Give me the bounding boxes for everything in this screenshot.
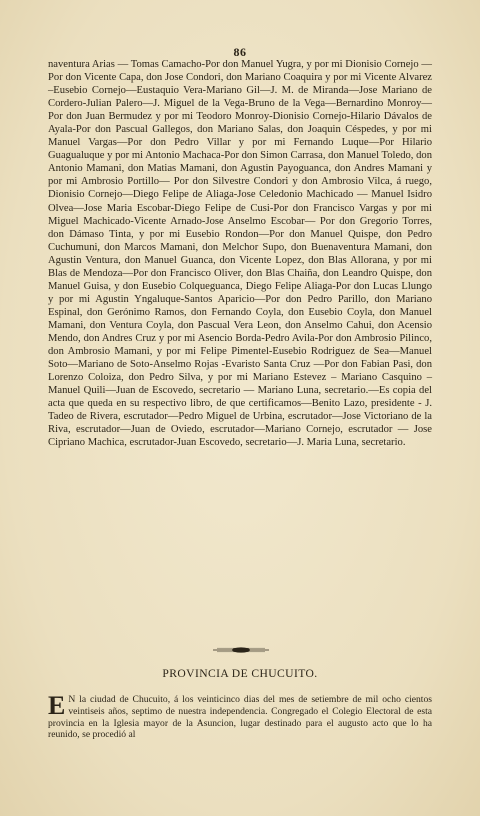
signatures-text: naventura Arias — Tomas Camacho-Por don Manuel Yugra, y por mi Dionisio Cornejo —Por don Vicente Capa, don Jose Condori, don Mariano Coaquira y por mi Vicente Alvarez –Eusebio Cornejo—Eustaquio Vera-Mariano Gil—J. M. de Miranda—Jose Mariano de Cordero-Julian Palero—J. Miguel de la Vega-Bruno de la Vega—Bernardino Monroy—Por don Juan Bermudez y por mi Teodoro Monroy-Dionisio Cornejo-Hilario Dávalos de Ayala-Por don Pascual Gallegos, don Mariano Salas, don Joaquin Céspedes, y por mi Manuel Vargas—Por don Pedro Villar y por mi Fernando Luque—Por Hilario Guagualuque y por mi Antonio Machaca-Por don Simon Carrasa, don Manuel Toledo, don Antonio Mamani, don Matias Mamani, don Agustin Payoguanca, don Andres Mamani y por mi Ambrosio Portillo— Por don Silvestre Condori y don Ambrosio Vilca, á ruego, Dionisio Cornejo—Diego Felipe de Aliaga-Jose Celedonio Machicado — Manuel Isidro Olvea—Jose Maria Escobar-Diego Felipe de Cusi-Por don Francisco Vargas y por mi Miguel Machicado-Vicente Arnado-Jose Anselmo Escobar— Por don Gregorio Torres, don Dámaso Tinta, y por mi Eusebio Rondon—Por don Manuel Quispe, don Pedro Cuchumuni, don Marcos Mamani, don Melchor Supo, don Buenaventura Mamani, don Agustin Ventura, don Manuel Guanca, don Vicente Lopez, don Blas Allorana, y por mi Blas de Mendoza—Por don Francisco Oliver, don Blas Chaiña, don Leandro Quispe, don Manuel Guisa, y don Eusebio Colqueguanca, Diego Felipe Aliaga-Por don Lucas Llungo y por mi Agustin Yngaluque-Santos Aparicio—Por don Pedro Parillo, don Mariano Espinal, don Gerónimo Ramos, don Fernando Coyla, don Eusebio Coyla, don Manuel Mamani, don Ventura Coyla, don Pascual Vera Leon, don Anselmo Cahui, don Acensio Mendo, don Andres Cruz y por mi Asencio Borda-Pedro Avila-Por don Ambrosio Pilinco, don Ambrosio Mamani, y por mi Felipe Pimentel-Eusebio Rodriguez de Sea—Manuel Soto—Mariano de Soto-Anselmo Rojas -Evaristo Santa Cruz —Por don Fabian Pasi, don Lorenzo Coloiza, don Pedro Silva, y por mi Mariano Estevez – Mariano Casquino – Manuel Quili—Juan de Escovedo, secretario — Mariano Luna, secretario.—Es copia del acta que queda en su respectivo libro, de que certificamos—Benito Lazo, presidente - J. Tadeo de Rivera, escrutador—Pedro Miguel de Urbina, escrutador—Jose Victoriano de la Riva, escrutador—Juan de Oviedo, escrutador—Mariano Cornejo, escrutador — Jose Cipriano Machica, escrutador-Juan Escovedo, secretario—J. Maria Luna, secretario. bbox=[48, 59, 432, 449]
section-intro-paragraph bbox=[48, 691, 432, 741]
section-intro-text: N la ciudad de Chucuito, á los veinticinco dias del mes de setiembre de mil ocho cientos veintiseis años, septimo de nuestra independencia. Congregado el Colegio Electoral de esta provincia en la Iglesia mayor de la Asuncion, lugar destinado para el augusto acto que lo ha reunido, se procedió al bbox=[48, 694, 432, 741]
signatures-paragraph bbox=[48, 58, 432, 449]
page-number: 86 bbox=[233, 45, 247, 59]
section-title: PROVINCIA DE CHUCUITO. bbox=[162, 667, 318, 680]
ornamental-divider bbox=[213, 646, 269, 654]
drop-cap-initial: E bbox=[48, 691, 66, 720]
